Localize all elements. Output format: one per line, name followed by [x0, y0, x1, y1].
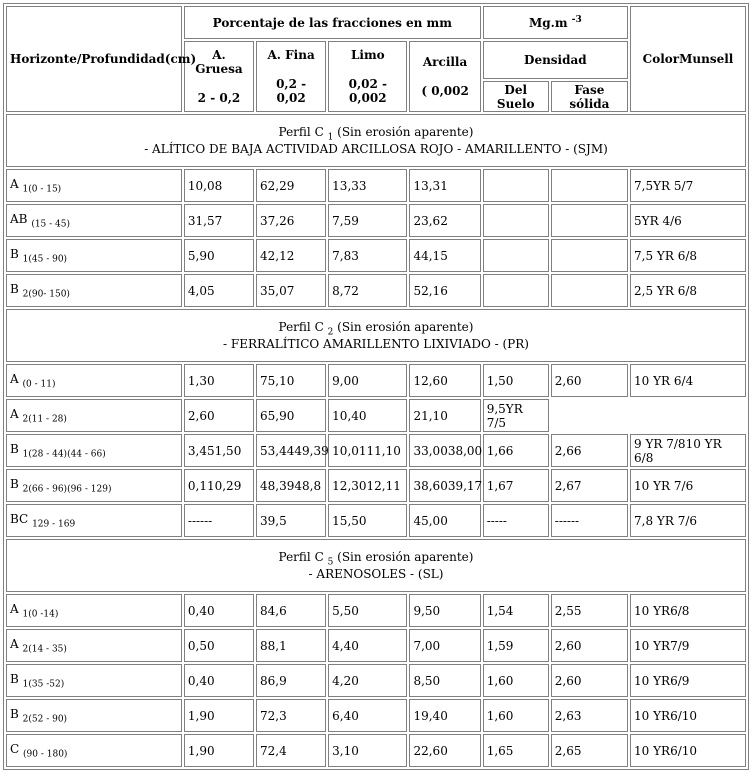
munsell-color-cell: 5YR 4/6 [630, 204, 746, 237]
header-col-arcilla [409, 41, 480, 112]
header-col-arcilla-name: Arcilla [422, 55, 468, 69]
header-density-soil: Del Suelo [483, 81, 549, 112]
limo-cell: 4,20 [328, 664, 407, 697]
profile-header-row [6, 114, 746, 167]
header-density: Densidad [483, 41, 628, 79]
density-solid-cell: 2,65 [551, 734, 628, 767]
horizon-depth: 1(35 -52) [22, 679, 65, 690]
horizon-cell [6, 629, 182, 662]
header-fractions-title: Porcentaje de las fracciones en mm [184, 6, 481, 39]
horizon-cell [6, 594, 182, 627]
density-soil-cell: 9,5YR 7/5 [483, 399, 549, 432]
profile-title-prefix: Perfil C [278, 124, 324, 139]
limo-cell: 6,40 [328, 699, 407, 732]
horizon-cell [6, 664, 182, 697]
density-soil-cell: 1,59 [483, 629, 549, 662]
horizon-cell [6, 169, 182, 202]
profile-title [6, 114, 746, 167]
profile-title-suffix: (Sin erosión aparente) [337, 124, 474, 139]
density-soil-cell: 1,65 [483, 734, 549, 767]
density-soil-cell [483, 169, 549, 202]
profile-title-prefix: Perfil C [278, 549, 324, 564]
table-row [6, 169, 746, 202]
table-row [6, 629, 746, 662]
header-col-limo-name: Limo [350, 48, 385, 62]
density-solid-cell: 2,66 [551, 434, 628, 467]
density-soil-cell: 1,67 [483, 469, 549, 502]
density-soil-cell: 1,50 [483, 364, 549, 397]
munsell-color-cell: 10 YR6/10 [630, 734, 746, 767]
a-fina-cell: 88,1 [256, 629, 326, 662]
arcilla-cell: 12,60 [409, 364, 480, 397]
a-fina-cell: 35,07 [256, 274, 326, 307]
horizon-code: B [10, 476, 19, 491]
a-fina-cell: 39,5 [256, 504, 326, 537]
soil-data-table [3, 3, 749, 770]
horizon-depth: 129 - 169 [32, 519, 76, 530]
horizon-depth: 1(0 -14) [22, 609, 59, 620]
header-density-solid: Fase sólida [551, 81, 628, 112]
munsell-color-cell: 10 YR6/10 [630, 699, 746, 732]
profile-title [6, 539, 746, 592]
munsell-color-cell: 10 YR6/9 [630, 664, 746, 697]
limo-cell: 3,10 [328, 734, 407, 767]
a-fina-cell: 86,9 [256, 664, 326, 697]
density-soil-cell: ----- [483, 504, 549, 537]
horizon-depth: (0 - 11) [22, 379, 56, 390]
a-gruesa-cell: 31,57 [184, 204, 254, 237]
table-row [6, 734, 746, 767]
horizon-cell [6, 399, 182, 432]
limo-cell: 13,33 [328, 169, 407, 202]
arcilla-cell: 23,62 [409, 204, 480, 237]
header-col-limo [328, 41, 407, 112]
horizon-code: AB [10, 211, 28, 226]
horizon-depth: 1(45 - 90) [22, 254, 68, 265]
density-solid-cell: 2,55 [551, 594, 628, 627]
header-col-a-fina [256, 41, 326, 112]
a-gruesa-cell: 0,40 [184, 664, 254, 697]
profile-title-prefix: Perfil C [278, 319, 324, 334]
horizon-cell [6, 364, 182, 397]
horizon-code: BC [10, 511, 29, 526]
horizon-depth: 1(28 - 44)(44 - 66) [22, 449, 106, 460]
header-col-a-fina-range: 0,2 - 0,02 [276, 77, 307, 105]
horizon-code: A [10, 406, 19, 421]
arcilla-cell: 52,16 [409, 274, 480, 307]
a-gruesa-cell: 2,60 [184, 399, 254, 432]
limo-cell: 5,50 [328, 594, 407, 627]
empty-gap [551, 399, 628, 432]
a-gruesa-cell: 1,90 [184, 699, 254, 732]
horizon-code: A [10, 176, 19, 191]
profile-title-sub: 1 [327, 132, 334, 143]
horizon-code: B [10, 671, 19, 686]
horizon-cell [6, 239, 182, 272]
munsell-color-cell: 10 YR6/8 [630, 594, 746, 627]
limo-cell: 10,40 [328, 399, 407, 432]
horizon-depth: 2(90- 150) [22, 289, 70, 300]
a-gruesa-cell: 4,05 [184, 274, 254, 307]
a-fina-cell: 72,3 [256, 699, 326, 732]
density-soil-cell: 1,54 [483, 594, 549, 627]
header-col-a-fina-name: A. Fina [267, 48, 315, 62]
profile-subtitle: - ARENOSOLES - (SL) [308, 567, 444, 582]
a-fina-cell: 48,3948,8 [256, 469, 326, 502]
horizon-code: C [10, 741, 20, 756]
a-fina-cell: 42,12 [256, 239, 326, 272]
a-gruesa-cell: 3,451,50 [184, 434, 254, 467]
munsell-color-cell: 7,5 YR 6/8 [630, 239, 746, 272]
profile-header-row [6, 309, 746, 362]
arcilla-cell: 9,50 [409, 594, 480, 627]
a-fina-cell: 65,90 [256, 399, 326, 432]
horizon-cell [6, 734, 182, 767]
horizon-depth: 2(11 - 28) [22, 414, 67, 425]
arcilla-cell: 7,00 [409, 629, 480, 662]
munsell-color-cell: 7,8 YR 7/6 [630, 504, 746, 537]
header-unit-exp: -3 [571, 15, 582, 25]
a-gruesa-cell: 0,110,29 [184, 469, 254, 502]
density-soil-cell: 1,66 [483, 434, 549, 467]
horizon-cell [6, 274, 182, 307]
profile-title-sub: 5 [327, 557, 334, 568]
density-solid-cell [551, 169, 628, 202]
arcilla-cell: 33,0038,00 [409, 434, 480, 467]
munsell-color-cell: 10 YR 6/4 [630, 364, 746, 397]
header-col-arcilla-range: ( 0,002 [421, 84, 469, 98]
density-soil-cell [483, 274, 549, 307]
density-solid-cell: 2,60 [551, 629, 628, 662]
table-row [6, 504, 746, 537]
a-fina-cell: 75,10 [256, 364, 326, 397]
munsell-color-cell: 10 YR7/9 [630, 629, 746, 662]
arcilla-cell: 19,40 [409, 699, 480, 732]
munsell-color-cell: 2,5 YR 6/8 [630, 274, 746, 307]
density-solid-cell: 2,60 [551, 664, 628, 697]
header-col-a-gruesa-range: 2 - 0,2 [197, 91, 241, 105]
table-row [6, 239, 746, 272]
horizon-code: A [10, 371, 19, 386]
density-solid-cell: 2,63 [551, 699, 628, 732]
table-row [6, 434, 746, 467]
a-gruesa-cell: 0,50 [184, 629, 254, 662]
profile-title [6, 309, 746, 362]
a-gruesa-cell: 0,40 [184, 594, 254, 627]
a-gruesa-cell: 1,30 [184, 364, 254, 397]
limo-cell: 15,50 [328, 504, 407, 537]
arcilla-cell: 45,00 [409, 504, 480, 537]
horizon-depth: (90 - 180) [23, 749, 68, 760]
a-gruesa-cell: 1,90 [184, 734, 254, 767]
table-row [6, 664, 746, 697]
arcilla-cell: 8,50 [409, 664, 480, 697]
horizon-depth: (15 - 45) [31, 219, 71, 230]
density-solid-cell: ------ [551, 504, 628, 537]
table-row [6, 274, 746, 307]
profile-title-sub: 2 [327, 327, 334, 338]
horizon-cell [6, 434, 182, 467]
density-solid-cell [551, 274, 628, 307]
limo-cell: 8,72 [328, 274, 407, 307]
a-fina-cell: 53,4449,39 [256, 434, 326, 467]
table-row [6, 469, 746, 502]
horizon-cell [6, 204, 182, 237]
a-gruesa-cell: 10,08 [184, 169, 254, 202]
table-row [6, 204, 746, 237]
horizon-code: B [10, 441, 19, 456]
arcilla-cell: 38,6039,17 [409, 469, 480, 502]
horizon-depth: 1(0 - 15) [22, 184, 62, 195]
a-fina-cell: 62,29 [256, 169, 326, 202]
table-row [6, 594, 746, 627]
munsell-color-cell: 9 YR 7/810 YR 6/8 [630, 434, 746, 467]
horizon-cell [6, 504, 182, 537]
horizon-code: B [10, 706, 19, 721]
limo-cell: 4,40 [328, 629, 407, 662]
profile-subtitle: - ALÍTICO DE BAJA ACTIVIDAD ARCILLOSA ROJO - AMARILLENTO - (SJM) [144, 142, 608, 157]
horizon-cell [6, 699, 182, 732]
limo-cell: 9,00 [328, 364, 407, 397]
header-unit [483, 6, 628, 39]
limo-cell: 12,3012,11 [328, 469, 407, 502]
profile-title-suffix: (Sin erosión aparente) [337, 319, 474, 334]
header-col-limo-range: 0,02 - 0,002 [348, 77, 388, 105]
a-fina-cell: 84,6 [256, 594, 326, 627]
table-row [6, 364, 746, 397]
limo-cell: 10,0111,10 [328, 434, 407, 467]
arcilla-cell: 13,31 [409, 169, 480, 202]
density-soil-cell: 1,60 [483, 699, 549, 732]
density-soil-cell: 1,60 [483, 664, 549, 697]
empty-gap [630, 399, 746, 432]
table-row [6, 699, 746, 732]
profile-title-suffix: (Sin erosión aparente) [337, 549, 474, 564]
horizon-depth: 2(66 - 96)(96 - 129) [22, 484, 112, 495]
table-row [6, 399, 746, 432]
horizon-depth: 2(52 - 90) [22, 714, 68, 725]
a-gruesa-cell: 5,90 [184, 239, 254, 272]
arcilla-cell: 22,60 [409, 734, 480, 767]
header-col-a-gruesa-name: A. Gruesa [195, 48, 243, 76]
profile-header-row [6, 539, 746, 592]
arcilla-cell: 21,10 [409, 399, 480, 432]
header-color: ColorMunsell [630, 6, 746, 112]
header-unit-base: Mg.m [528, 16, 568, 30]
a-gruesa-cell: ------ [184, 504, 254, 537]
density-solid-cell: 2,60 [551, 364, 628, 397]
density-solid-cell [551, 239, 628, 272]
arcilla-cell: 44,15 [409, 239, 480, 272]
munsell-color-cell: 7,5YR 5/7 [630, 169, 746, 202]
density-solid-cell [551, 204, 628, 237]
horizon-code: A [10, 601, 19, 616]
profile-subtitle: - FERRALÍTICO AMARILLENTO LIXIVIADO - (PR) [223, 337, 529, 352]
limo-cell: 7,83 [328, 239, 407, 272]
horizon-code: B [10, 246, 19, 261]
horizon-code: A [10, 636, 19, 651]
a-fina-cell: 37,26 [256, 204, 326, 237]
limo-cell: 7,59 [328, 204, 407, 237]
density-solid-cell: 2,67 [551, 469, 628, 502]
munsell-color-cell: 10 YR 7/6 [630, 469, 746, 502]
density-soil-cell [483, 239, 549, 272]
a-fina-cell: 72,4 [256, 734, 326, 767]
header-horizon: Horizonte/Profundidad(cm) [6, 6, 182, 112]
horizon-code: B [10, 281, 19, 296]
density-soil-cell [483, 204, 549, 237]
horizon-cell [6, 469, 182, 502]
horizon-depth: 2(14 - 35) [22, 644, 67, 655]
